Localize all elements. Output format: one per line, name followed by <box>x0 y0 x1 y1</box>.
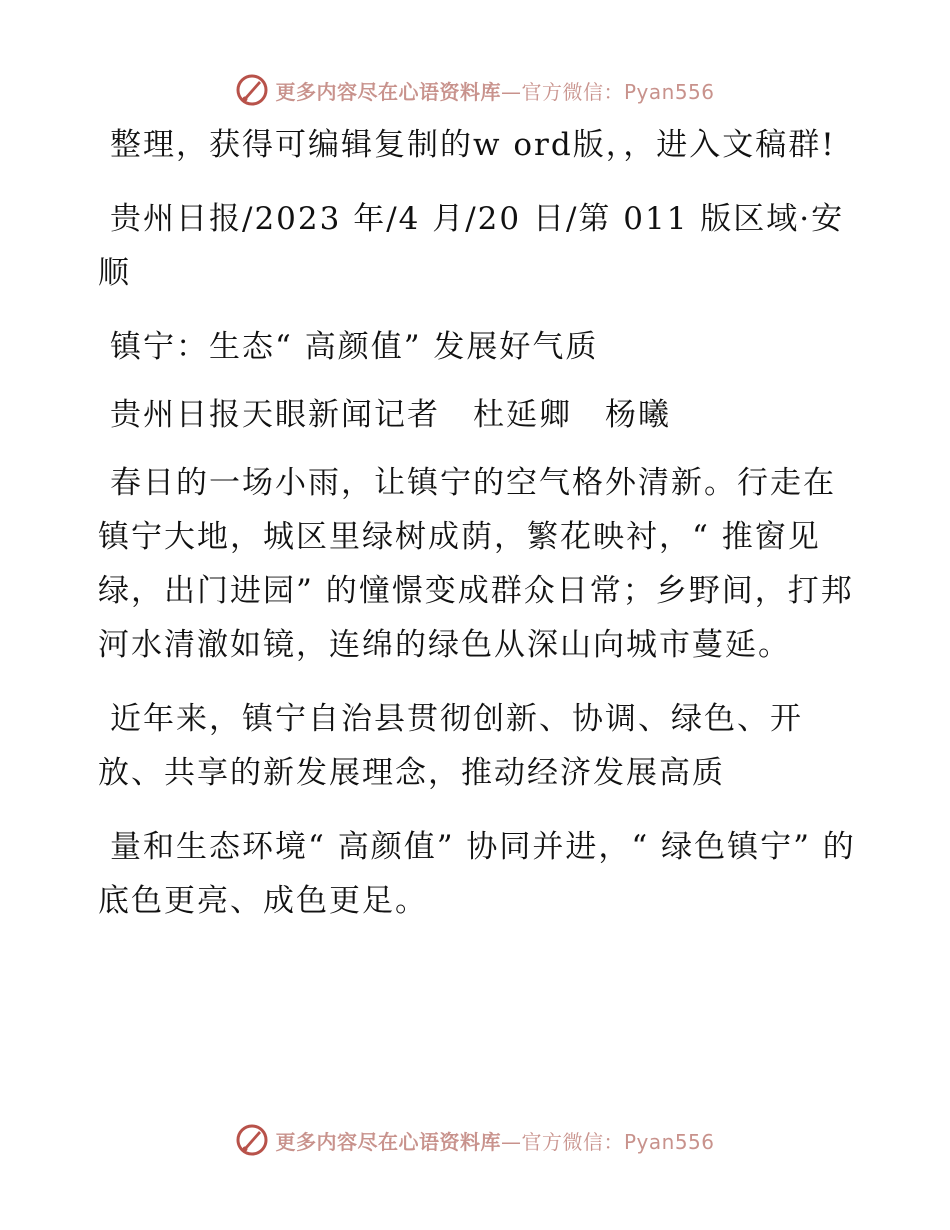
watermark-text: 更多内容尽在心语资料库—官方微信：Pyan556 <box>275 79 715 104</box>
intro-note: 整理，获得可编辑复制的w ord版，，进入文稿群! <box>110 127 836 163</box>
body-paragraph: 春日的一场小雨，让镇宁的空气格外清新。行走在镇宁大地，城区里绿树成荫，繁花映衬，“ 推窗见绿，出门进园” 的憧憬变成群众日常；乡野间，打邦河水清澈如镜，连绵的绿色从深山向城市蔓延。 <box>98 465 854 663</box>
footer-watermark <box>0 1120 950 1160</box>
article-body <box>98 118 858 948</box>
body-paragraph: 量和生态环境“ 高颜值” 协同并进，“ 绿色镇宁” 的底色更亮、成色更足。 <box>98 829 856 919</box>
body-paragraph: 近年来，镇宁自治县贯彻创新、协调、绿色、开放、共享的新发展理念，推动经济发展高质 <box>98 701 803 791</box>
article-title: 镇宁：生态“ 高颜值” 发展好气质 <box>110 329 599 365</box>
watermark-text: 更多内容尽在心语资料库—官方微信：Pyan556 <box>275 1129 715 1154</box>
quill-logo-icon <box>235 73 269 107</box>
source-line: 贵州日报/2023 年/4 月/20 日/第 011 版区域·安顺 <box>98 201 845 291</box>
byline: 贵州日报天眼新闻记者 杜延卿 杨曦 <box>110 397 671 433</box>
quill-logo-icon <box>235 1123 269 1157</box>
header-watermark <box>0 70 950 110</box>
